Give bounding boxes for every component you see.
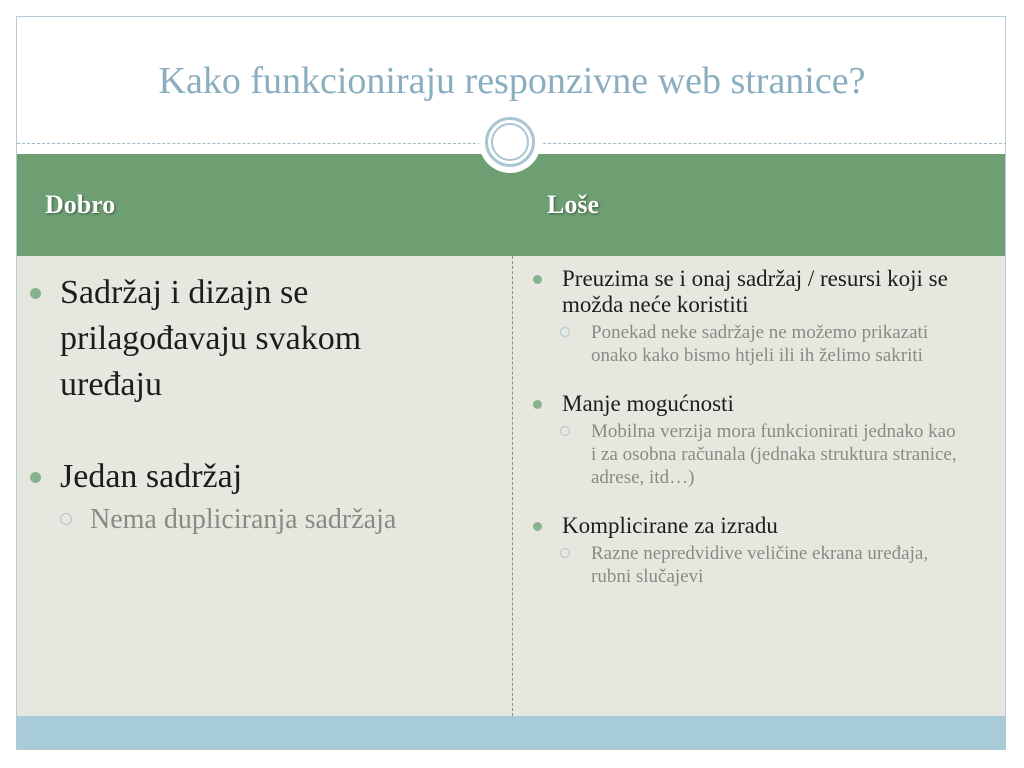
list-item bbox=[530, 391, 960, 417]
hollow-circle-bullet-icon bbox=[60, 513, 72, 525]
list-item-text: Jedan sadržaj bbox=[60, 458, 243, 495]
filled-circle-bullet-icon bbox=[533, 275, 542, 284]
list-item bbox=[530, 513, 960, 539]
sub-list-item bbox=[560, 542, 960, 588]
sub-list-item-text: Razne nepredvidive veličine ekrana uređaja, rubni slučajevi bbox=[591, 543, 929, 587]
filled-circle-bullet-icon bbox=[30, 288, 41, 299]
slide-title: Kako funkcioniraju responzivne web stranice? bbox=[158, 60, 866, 102]
sub-list-item-text: Mobilna verzija mora funkcionirati jednako kao i za osobna računala (jednaka struktura stranice, adrese, itd…) bbox=[591, 421, 957, 488]
sub-list-item-text: Nema dupliciranja sadržaja bbox=[90, 504, 397, 535]
inner-ring-circle-icon bbox=[491, 123, 529, 161]
sub-list-item bbox=[60, 500, 470, 540]
sub-list-item-text: Ponekad neke sadržaje ne možemo prikazati onako kako bismo htjeli ili ih želimo sakriti bbox=[591, 322, 929, 366]
column-lose bbox=[530, 266, 960, 588]
column-divider bbox=[512, 256, 513, 716]
hollow-circle-bullet-icon bbox=[560, 327, 570, 337]
hollow-circle-bullet-icon bbox=[560, 426, 570, 436]
filled-circle-bullet-icon bbox=[533, 400, 542, 409]
sub-list-item bbox=[560, 420, 960, 489]
list-item bbox=[30, 270, 470, 408]
footer-band bbox=[17, 716, 1006, 750]
list-item-text: Preuzima se i onaj sadržaj / resursi koji se možda neće koristiti bbox=[562, 266, 948, 317]
header-dobro: Dobro bbox=[45, 190, 116, 219]
list-item bbox=[30, 454, 470, 500]
list-item bbox=[530, 266, 960, 318]
column-dobro bbox=[30, 270, 470, 540]
hollow-circle-bullet-icon bbox=[560, 548, 570, 558]
filled-circle-bullet-icon bbox=[30, 472, 41, 483]
sub-list-item bbox=[560, 321, 960, 367]
list-item-text: Manje mogućnosti bbox=[562, 391, 734, 416]
filled-circle-bullet-icon bbox=[533, 522, 542, 531]
list-item-text: Komplicirane za izradu bbox=[562, 513, 778, 538]
header-lose: Loše bbox=[547, 190, 599, 219]
list-item-text: Sadržaj i dizajn se prilagođavaju svakom uređaju bbox=[60, 274, 362, 403]
